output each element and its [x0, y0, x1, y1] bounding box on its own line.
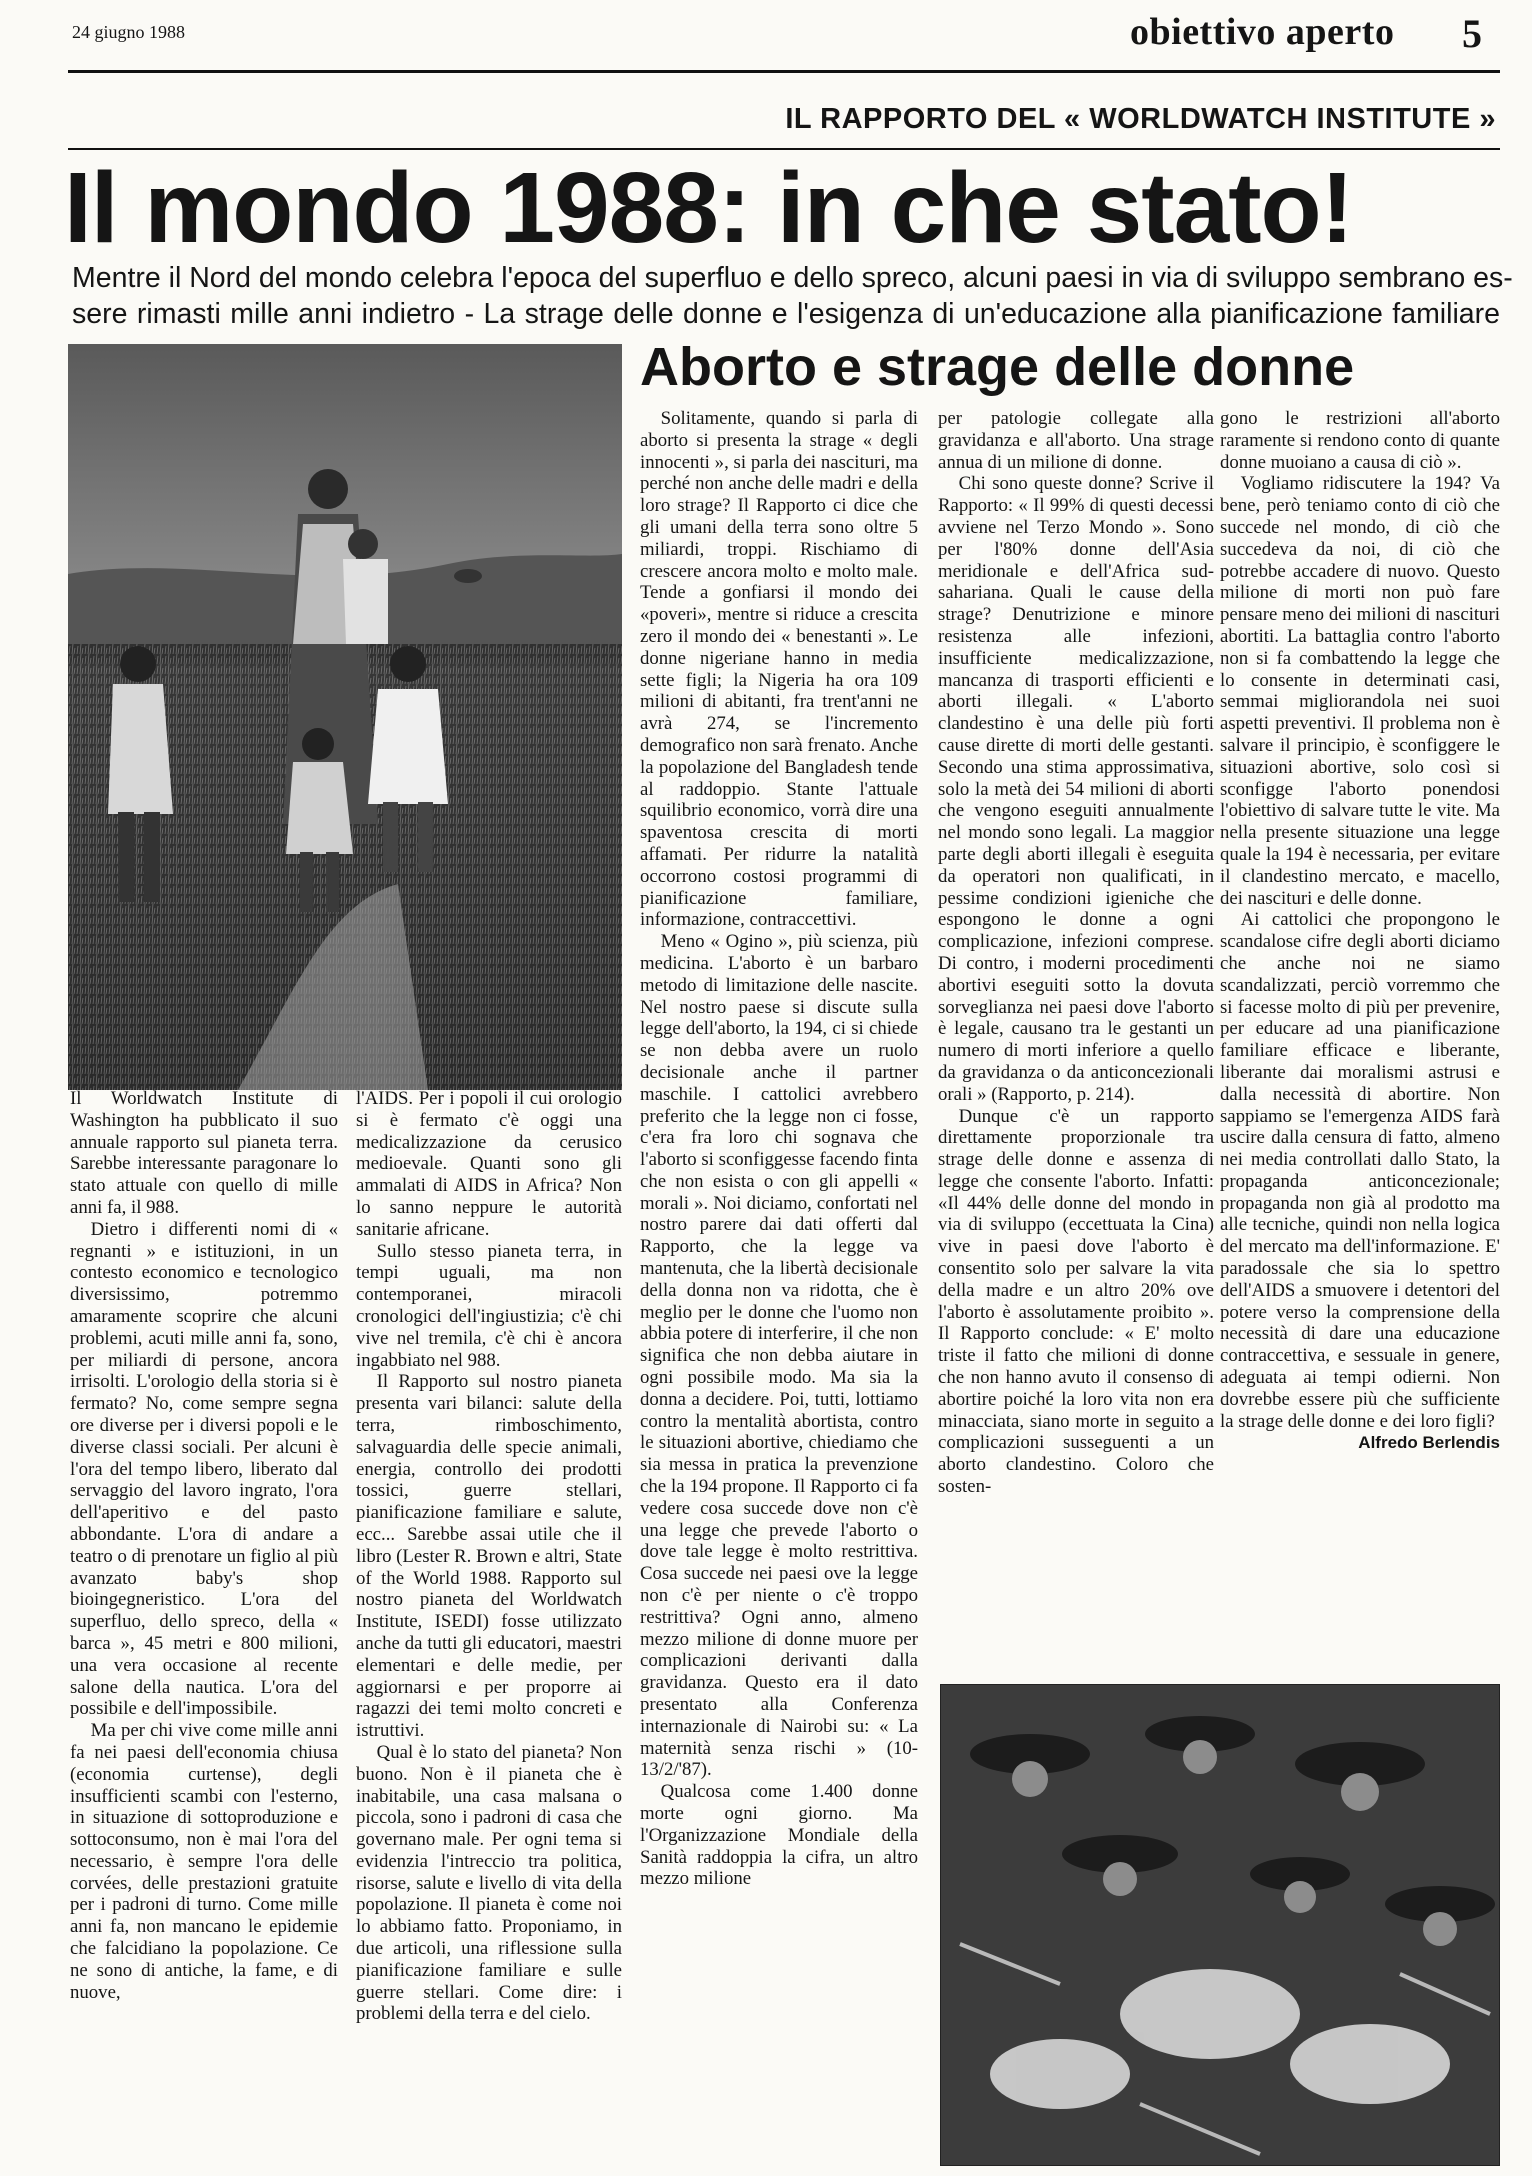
paragraph: l'AIDS. Per i popoli il cui orologio si è fermato c'è oggi una medicalizzazione da cerusico medioevale. Quanti sono gli ammalati di AIDS in Africa? Non lo sanno neppure le autorità sanitarie africane.: [356, 1088, 622, 1240]
issue-date: 24 giugno 1988: [72, 22, 186, 42]
paragraph: Qualcosa come 1.400 donne morte ogni giorno. Ma l'Organizzazione Mondiale della Sanità raddoppia la cifra, un altro mezzo milione: [640, 1781, 918, 1890]
paragraph: Il Rapporto sul nostro pianeta presenta vari bilanci: salute della terra, rimboschimento, salvaguardia delle specie animali, energia, controllo dei prodotti tossici, guerre stellari, pianificazione familiare e salute, ecc... Sarebbe assai utile che il libro (Lester R. Brown e altri, State of the World 1988. Rapporto sul nostro pianeta del Worldwatch Institute, ISEDI) fosse utilizzato anche da tutti gli educatori, maestri elementari e delle medie, per aggiornarsi e per proporre ai ragazzi dei temi molto concreti e istruttivi.: [356, 1371, 622, 1742]
header-rule: [68, 70, 1500, 73]
paragraph: Sullo stesso pianeta terra, in tempi uguali, ma non contemporanei, miracoli cronologici dell'ingiustizia; c'è chi vive nel tremila, c'è chi è ancora ingabbiato nel 988.: [356, 1240, 622, 1371]
article-column-2: [356, 1088, 622, 2158]
page-title: Il mondo 1988: in che stato!: [64, 152, 1353, 264]
paragraph: Solitamente, quando si parla di aborto si presenta la strage « degli innocenti », si parla dei nascituri, ma perché non anche delle madri e della loro strage? Il Rapporto ci dice che gli umani della terra sono oltre 5 miliardi, troppi. Rischiamo di crescere ancora molto e molto male. Tende a gonfiarsi il mondo dei «poveri», mentre si riduce a crescita zero il mondo dei « benestanti ». Le donne nigeriane hanno in media sette figli; la Nigeria ha ora 109 milioni di abitanti, fra trent'anni ne avrà 274, se l'incremento demografico non sarà frenato. Anche la popolazione del Bangladesh tende al raddoppio. Stante l'attuale squilibrio economico, vorrà dire una spaventosa crescita di morti affamati. Per ridurre la natalità occorrono costosi programmi di pianificazione familiare, informazione, contraccettivi.: [640, 408, 918, 931]
paragraph: Ma per chi vive come mille anni fa nei paesi dell'economia chiusa (economia curtense), degli insufficienti scambi con l'esterno, in situazione di sottoproduzione e sottoconsumo, non è mai l'ora del necessario, è sempre l'ora delle corvées, delle prestazioni gratuite per i padroni di turno. Come mille anni fa, non mancano le epidemie che falcidiano la popolazione. Ce ne sono di antiche, la fame, e di nuove,: [70, 1720, 338, 2003]
family-photo: [68, 344, 622, 1090]
deck: [72, 260, 1513, 332]
article-column-5: [1220, 408, 1500, 1644]
crowd-photo-art: [940, 1684, 1500, 2166]
article-column-3: [640, 408, 918, 2158]
paragraph: Dunque c'è un rapporto direttamente proporzionale tra strage delle donne e assenza di legge che consente l'aborto. Infatti: «Il 44% delle donne del mondo in via di sviluppo (eccettuata la Cina) vive in paesi dove l'aborto è consentito solo per salvare la vita della madre e un altro 20% ove l'aborto è assolutamente proibito ». Il Rapporto conclude: « E' molto triste il fatto che milioni di donne che non hanno avuto il consenso di abortire poiché la loro vita non era minacciata, siano morte in seguito a complicazioni susseguenti a un aborto clandestino. Coloro che sosten-: [938, 1105, 1214, 1498]
article-column-4: [938, 408, 1214, 1644]
section-title: obiettivo aperto: [1130, 11, 1395, 53]
paragraph: Ai cattolici che propongono le scandalose cifre degli aborti diciamo che anche noi ne siamo scandalizzati, perciò vorremmo che si facesse molto di più per prevenire, per educare ad una pianificazione familiare efficace e liberante, liberante dai moralismi astrusi e dalla necessità di abortire. Non sappiamo se l'emergenza AIDS farà uscire dalla censura di fatto, almeno nei media controllati dallo Stato, la propaganda anticoncezionale; propaganda non già al prodotto ma alle tecniche, quindi non nella logica del mercato ma dell'informazione. E' paradossale che sia lo spettro dell'AIDS a smuovere i detentori del potere verso la comprensione della necessità di dare una educazione contraccettiva, e sessuale in genere, adeguata ai tempi odierni. Non dovrebbe essere più che sufficiente la strage delle donne e dei loro figli?: [1220, 909, 1500, 1432]
page-number: 5: [1462, 11, 1482, 56]
deck-line: Mentre il Nord del mondo celebra l'epoca del superfluo e dello spreco, alcuni paesi in via di sviluppo sembrano es-: [72, 262, 1513, 294]
paragraph: Vogliamo ridiscutere la 194? Va bene, però teniamo conto di ciò che succede nel mondo, di ciò che succedeva da noi, di ciò che potrebbe accadere di nuovo. Questo milione di morti non può fare pensare meno dei milioni di nascituri abortiti. La battaglia contro l'aborto non si fa combattendo la legge che lo consente in determinati casi, semmai migliorandola nei suoi aspetti preventivi. Il problema non è salvare il principio, è sconfiggere le situazioni abortive, solo così si sconfigge l'aborto ponendosi l'obiettivo di salvare tutte le vite. Ma nella presente situazione una legge quale la 194 è necessaria, per evitare il clandestino mercato, e macello, dei nascituri e delle donne.: [1220, 473, 1500, 909]
family-photo-art: [68, 344, 622, 1090]
article-column-1: [70, 1088, 338, 2158]
paragraph: Qual è lo stato del pianeta? Non buono. Non è il pianeta che è inabitabile, una casa malsana o piccola, sono i padroni di casa che governano male. Per ogni tema si evidenzia l'intreccio tra politica, risorse, salute e livello di vita della popolazione. Il pianeta è come noi lo abbiamo fatto. Proponiamo, in due articoli, una riflessione sulla pianificazione familiare e sulle guerre stellari. Come dire: i problemi della terra e del cielo.: [356, 1741, 622, 2025]
paragraph: per patologie collegate alla gravidanza e all'aborto. Una strage annua di un milione di donne.: [938, 408, 1214, 473]
paragraph: Chi sono queste donne? Scrive il Rapporto: « Il 99% di questi decessi avviene nel Terzo Mondo ». Sono per l'80% donne dell'Asia meridionale e dell'Africa sud-sahariana. Quali le cause della strage? Denutrizione e minore resistenza alle infezioni, insufficiente medicalizzazione, mancanza di trasporti efficienti e aborti illegali. « L'aborto clandestino è una delle più forti cause dirette di morti delle gestanti. Secondo una stima approssimativa, solo la metà dei 54 milioni di aborti che vengono eseguiti annualmente nel mondo sono legali. La maggior parte degli aborti illegali è eseguita da operatori non qualificati, in pessime condizioni igieniche che espongono le donne a ogni complicazione, infezioni comprese. Di contro, i moderni procedimenti abortivi eseguiti sotto la dovuta sorveglianza nei paesi dove l'aborto è legale, causano tra le gestanti un numero di morti inferiore a quello da gravidanza o da anticoncezionali orali » (Rapporto, p. 214).: [938, 473, 1214, 1105]
paragraph: gono le restrizioni all'aborto raramente si rendono conto di quante donne muoiano a causa di ciò ».: [1220, 408, 1500, 473]
crowd-photo: [940, 1684, 1500, 2166]
deck-line: sere rimasti mille anni indietro - La strage delle donne e l'esigenza di un'educazione alla pianificazione familiare: [72, 298, 1500, 330]
paragraph: Il Worldwatch Institute di Washington ha pubblicato il suo annuale rapporto sul pianeta terra. Sarebbe interessante paragonare lo stato attuale con quello di mille anni fa, il 988.: [70, 1088, 338, 1218]
paragraph: Dietro i differenti nomi di « regnanti » e istituzioni, in un contesto economico e tecnologico diversissimo, potremmo amaramente scoprire che alcuni problemi, acuti mille anni fa, sono, per miliardi di persone, ancora irrisolti. L'orologio della storia si è fermato? No, come sempre segna ore diverse per i diversi popoli e le diverse classi sociali. Per alcuni è l'ora del tempo libero, liberato dal servaggio del lavoro ingrato, l'ora dell'aperitivo e del pasto abbondante. L'ora di andare a teatro o di prenotare un figlio al più avanzato baby's shop bioingegneristico. L'ora del superfluo, dello spreco, della « barca », 45 metri e 800 milioni, una vera occasione al recente salone della nautica. L'ora del possibile e dell'impossibile.: [70, 1218, 338, 1720]
author-signature: Alfredo Berlendis: [1358, 1433, 1500, 1453]
kicker: IL RAPPORTO DEL « WORLDWATCH INSTITUTE »: [785, 103, 1496, 135]
article-subtitle: Aborto e strage delle donne: [640, 337, 1355, 397]
paragraph: Meno « Ogino », più scienza, più medicina. L'aborto è un barbaro metodo di limitazione delle nascite. Nel nostro paese si discute sulla legge dell'aborto, la 194, ci si chiede se non debba avere un ruolo decisionale anche il partner maschile. I cattolici avrebbero preferito che la legge non ci fosse, c'era fra loro chi sognava che l'aborto si sconfiggesse facendo finta che non esista o con gli appelli « morali ». Noi diciamo, confortati nel nostro parere dai dati offerti dal Rapporto, che la legge va mantenuta, che la libertà decisionale della donna non va ridotta, che è meglio per le donne che l'uomo non abbia potere di interferire, il che non significa che non debba aiutare in ogni possibile modo. Ma sia la donna a decidere. Poi, tutti, lottiamo contro la mentalità abortista, contro le situazioni abortive, chiediamo che sia messa in pratica la prevenzione che la 194 propone. Il Rapporto ci fa vedere cosa succede dove non c'è una legge che prevede l'aborto o dove tale legge è molto restrittiva. Cosa succede nei paesi ove la legge non c'è per niente o c'è troppo restrittiva? Ogni anno, almeno mezzo milione di donne muore per complicazioni derivanti dalla gravidanza. Questo era il dato presentato alla Conferenza internazionale di Nairobi su: « La maternità senza rischi » (10-13/2/'87).: [640, 931, 918, 1781]
